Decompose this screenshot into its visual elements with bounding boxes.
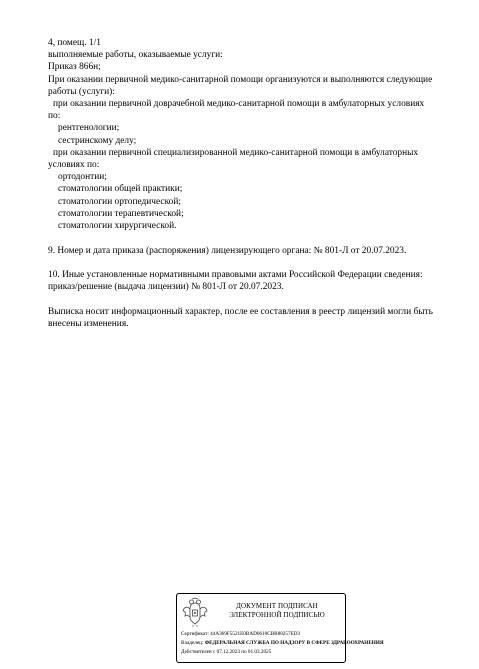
electronic-signature-stamp: [176, 593, 384, 663]
stamp-validity: Действителен с 07.12.2023 по 01.03.2025: [181, 649, 272, 655]
services-list: [48, 37, 468, 232]
document-line: сестринскому делу;: [58, 135, 137, 146]
owner-value: ФЕДЕРАЛЬНАЯ СЛУЖБА ПО НАДЗОРУ В СФЕРЕ ЗДРАВООХРАНЕНИЯ: [204, 640, 384, 646]
owner-label: Владелец:: [181, 640, 204, 646]
stamp-title: [213, 602, 341, 620]
document-line: при оказании первичной специализированной медико-санитарной помощи в амбулаторных: [53, 147, 419, 158]
document-line: стоматологии общей практики;: [58, 184, 183, 195]
stamp-certificate: [181, 631, 300, 637]
document-body: [48, 37, 468, 330]
stamp-title-line-1: ДОКУМЕНТ ПОДПИСАН: [236, 602, 318, 610]
item-9-order-number: 9. Номер и дата приказа (распоряжения) лицензирующего органа: № 801-Л от 20.07.2023.: [48, 245, 407, 256]
stamp-owner: [181, 640, 384, 646]
document-line: стоматологии хирургической.: [58, 221, 177, 232]
note-line-2: внесены изменения.: [48, 319, 129, 330]
document-line: рентгенологии;: [58, 123, 120, 134]
document-line: ортодонтии;: [58, 172, 107, 183]
stamp-title-line-2: ЭЛЕКТРОННОЙ ПОДПИСЬЮ: [229, 611, 325, 619]
document-line: при оказании первичной доврачебной медико-санитарной помощи в амбулаторных условиях: [53, 99, 425, 110]
document-line: Приказ 866н;: [48, 62, 101, 73]
item-10-line-2: приказ/решение (выдача лицензии) № 801-Л от 20.07.2023.: [48, 282, 284, 293]
document-line: стоматологии терапевтической;: [58, 208, 184, 219]
certificate-label: Сертификат:: [181, 631, 209, 637]
spacer: [48, 232, 468, 244]
double-headed-eagle-emblem-icon: [181, 597, 209, 627]
document-line: работы (услуги):: [48, 86, 115, 97]
document-line: При оказании первичной медико-санитарной помощи организуются и выполняются следующие: [48, 74, 433, 85]
item-10-line-1: 10. Иные установленные нормативными правовыми актами Российской Федерации сведения:: [48, 270, 423, 281]
note-line-1: Выписка носит информационный характер, после ее составления в реестр лицензий могли быть: [48, 307, 433, 318]
document-line: 4, помещ. 1/1: [48, 38, 101, 48]
document-line: выполняемые работы, оказываемые услуги:: [48, 50, 223, 61]
document-line: стоматологии ортопедической;: [58, 196, 181, 207]
spacer: [48, 257, 468, 269]
document-line: условиях по:: [48, 160, 100, 171]
spacer: [48, 294, 468, 306]
certificate-value: 44A369F5521E0BAD0610CBB88257ED3: [210, 631, 301, 637]
document-line: по:: [48, 111, 61, 122]
